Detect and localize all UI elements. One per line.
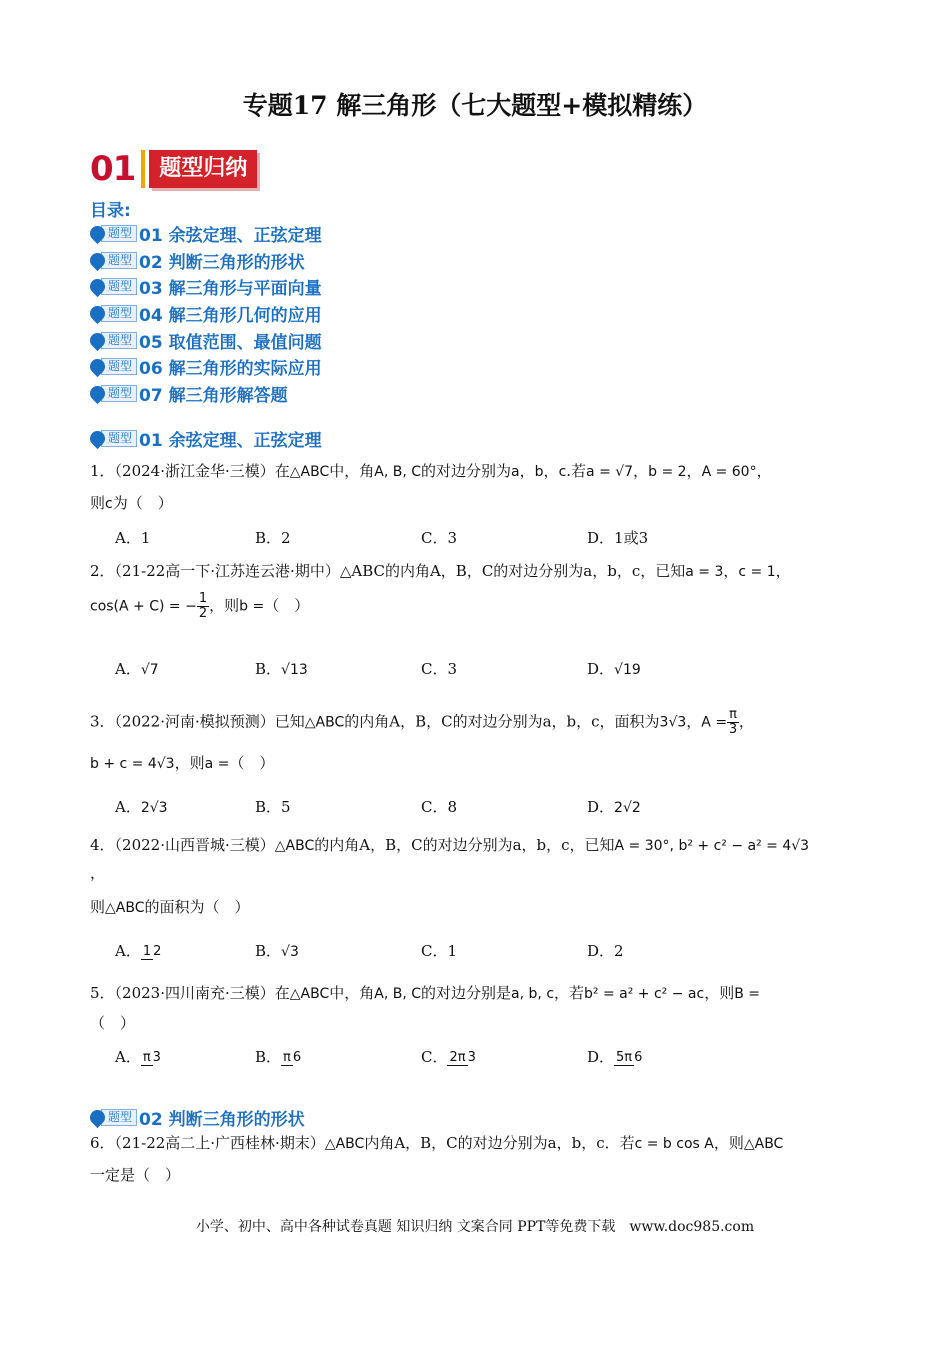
question-4: 4．（2022·山西晋城·三模）△ABC的内角A，B，C的对边分别为a，b，c，已知A = 30°, b² + c² − a² = 4√3 [90,836,810,854]
option-b[interactable]: B．2 [255,529,291,547]
option-c[interactable]: C．8 [421,798,458,816]
option-a[interactable]: A．1 [115,529,151,547]
toc-item[interactable]: 题型 01 余弦定理、正弦定理 [90,220,322,247]
question-2-line2: cos(A + C) = − $\frac{1}{2}$ ，则b =（ ） [90,591,310,621]
question-5-line2: （ ） [90,1014,136,1032]
toc-item[interactable]: 题型 05 取值范围、最值问题 [90,327,322,354]
option-c[interactable]: C．3 [421,529,458,547]
option-b[interactable]: B． π 6 [255,1048,302,1066]
option-b[interactable]: B．√13 [255,660,308,678]
question-3-options [115,796,641,817]
question-6: 6．（21-22高二上·广西桂林·期末）△ABC内角A，B，C的对边分别为a，b，c．若c = b cos A，则△ABC [90,1134,784,1152]
option-c[interactable]: C．1 [421,942,458,960]
question-5-options [115,1046,642,1067]
question-4-options [115,940,624,961]
question-3: 3．（2022·河南·模拟预测）已知△ABC的内角A，B，C的对边分别为a，b，c，面积为3√3，A = $\frac{\pi}{3}$ ， [90,707,754,737]
option-d[interactable]: D．2√2 [587,798,641,816]
question-1-line2: 则c为（ ） [90,494,173,512]
option-b[interactable]: B．5 [255,798,291,816]
toc-label: 目录: [90,201,131,221]
toc-item[interactable]: 题型 06 解三角形的实际应用 [90,353,322,380]
question-1: 1．（2024·浙江金华·三模）在△ABC中，角A, B, C的对边分别为a，b，c.若a = √7，b = 2，A = 60°， [90,462,772,480]
page-title: 专题17 解三角形（七大题型+模拟精练） [242,91,708,120]
section-heading: 题型 01 余弦定理、正弦定理 [90,425,322,452]
option-b[interactable]: B．√3 [255,942,299,960]
question-3-line2: b + c = 4√3，则a =（ ） [90,754,275,772]
option-d[interactable]: D．2 [587,942,624,960]
question-2: 2．（21-22高一下·江苏连云港·期中）△ABC的内角A，B，C的对边分别为a，b，c，已知a = 3，c = 1， [90,562,791,580]
option-d[interactable]: D．1或3 [587,529,649,547]
toc-item[interactable]: 题型 07 解三角形解答题 [90,380,322,407]
option-a[interactable]: A． 1 2 [115,942,162,960]
page-footer: 小学、初中、高中各种试卷真题 知识归纳 文案合同 PPT等免费下载 www.doc985.com [195,1219,755,1235]
banner-divider [141,150,145,188]
option-a[interactable]: A．√7 [115,660,159,678]
section-banner [90,148,257,190]
section-heading: 题型 02 判断三角形的形状 [90,1104,305,1131]
question-2-options [115,658,641,679]
question-4-line2: ， [90,864,106,882]
option-c[interactable]: C． 2π 3 [421,1048,476,1066]
option-a[interactable]: A．2√3 [115,798,168,816]
question-4-line3: 则△ABC的面积为（ ） [90,898,250,916]
option-c[interactable]: C．3 [421,660,458,678]
question-6-line2: 一定是（ ） [90,1166,181,1184]
option-d[interactable]: D．√19 [587,660,641,678]
option-a[interactable]: A． π 3 [115,1048,161,1066]
table-of-contents [90,220,322,407]
banner-number: 01 [90,149,136,189]
question-5: 5．（2023·四川南充·三模）在△ABC中，角A, B, C的对边分别是a, b, c，若b² = a² + c² − ac，则B = [90,984,761,1002]
toc-item[interactable]: 题型 03 解三角形与平面向量 [90,273,322,300]
toc-item[interactable]: 题型 02 判断三角形的形状 [90,247,322,274]
toc-item[interactable]: 题型 04 解三角形几何的应用 [90,300,322,327]
option-d[interactable]: D． 5π 6 [587,1048,643,1066]
question-1-options [115,527,648,548]
banner-label: 题型归纳 [149,150,257,188]
